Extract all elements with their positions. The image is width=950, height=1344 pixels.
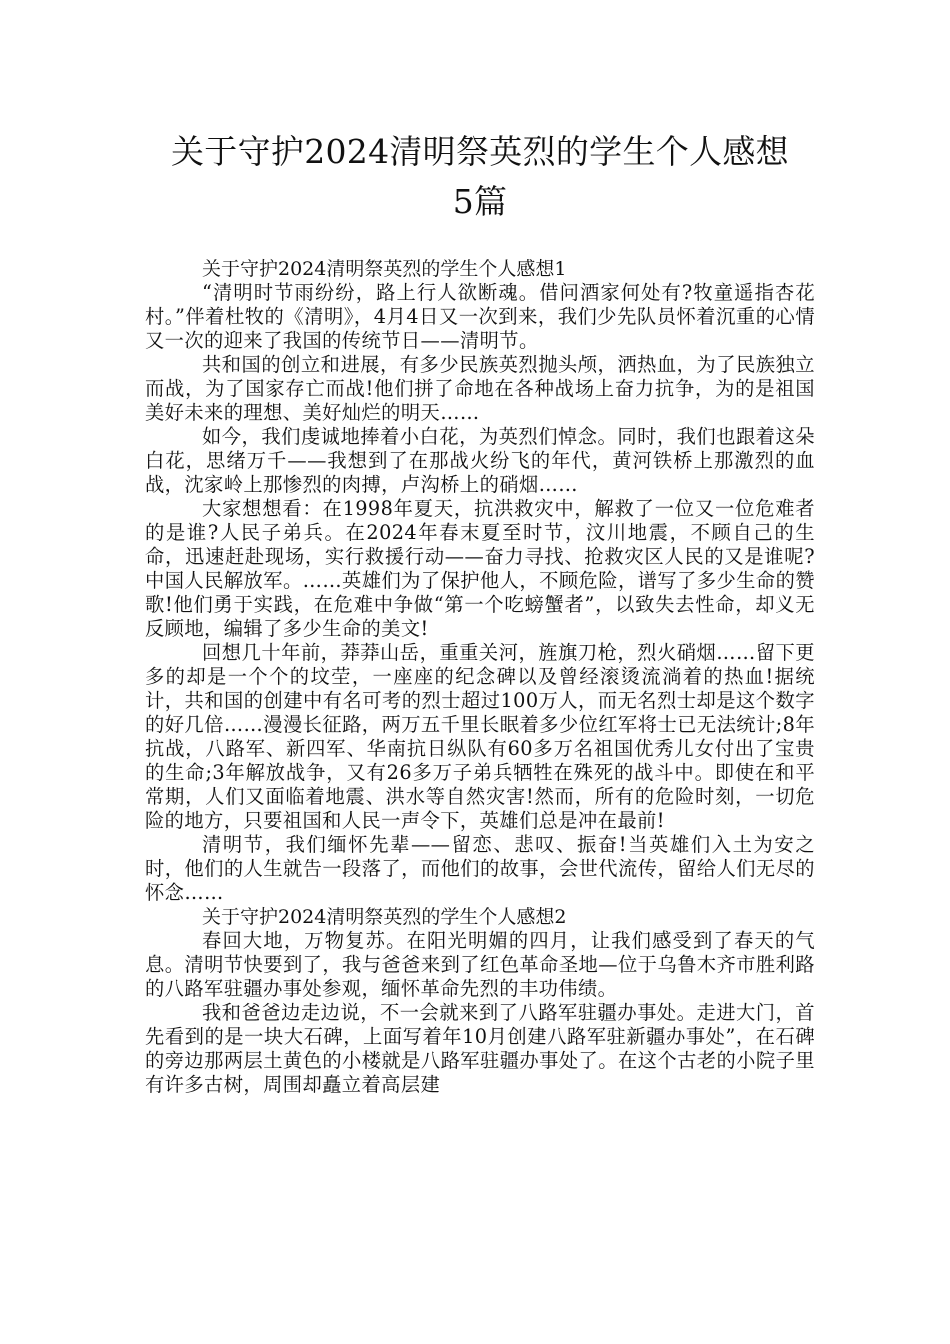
document-body <box>145 257 815 1097</box>
paragraph: 共和国的创立和进展，有多少民族英烈抛头颅，洒热血，为了民族独立而战，为了国家存亡而战!他们拼了命地在各种战场上奋力抗争，为的是祖国美好未来的理想、美好灿烂的明天…… <box>145 353 815 424</box>
title-line-1: 关于守护2024清明祭英烈的学生个人感想 <box>171 132 789 171</box>
document-page <box>145 128 815 1097</box>
paragraph: 春回大地，万物复苏。在阳光明媚的四月，让我们感受到了春天的气息。清明节快要到了，我与爸爸来到了红色革命圣地—位于乌鲁木齐市胜利路的八路军驻疆办事处参观，缅怀革命先烈的丰功伟绩。 <box>145 929 815 1000</box>
paragraph: 清明节，我们缅怀先辈——留恋、悲叹、振奋!当英雄们入土为安之时，他们的人生就告一段落了，而他们的故事，会世代流传，留给人们无尽的怀念…… <box>145 833 815 904</box>
title-line-2: 5篇 <box>452 182 508 221</box>
section-heading-1: 关于守护2024清明祭英烈的学生个人感想1 <box>202 258 567 280</box>
document-title <box>145 128 815 226</box>
paragraph: 我和爸爸边走边说，不一会就来到了八路军驻疆办事处。走进大门，首先看到的是一块大石碑，上面写着年10月创建八路军驻新疆办事处”，在石碑的旁边那两层土黄色的小楼就是八路军驻疆办事处了。在这个古老的小院子里有许多古树，周围却矗立着高层建 <box>145 1001 815 1096</box>
paragraph: 回想几十年前，莽莽山岳，重重关河，旌旗刀枪，烈火硝烟……留下更多的却是一个个的坟茔，一座座的纪念碑以及曾经滚烫流淌着的热血!据统计，共和国的创建中有名可考的烈士超过100万人，而无名烈士却是这个数字的好几倍……漫漫长征路，两万五千里长眠着多少位红军将士已无法统计;8年抗战，八路军、新四军、华南抗日纵队有60多万名祖国优秀儿女付出了宝贵的生命;3年解放战争，又有26多万子弟兵牺牲在殊死的战斗中。即使在和平常期，人们又面临着地震、洪水等自然灾害!然而，所有的危险时刻，一切危险的地方，只要祖国和人民一声令下，英雄们总是冲在最前! <box>145 641 815 832</box>
section-heading-2: 关于守护2024清明祭英烈的学生个人感想2 <box>202 906 567 928</box>
paragraph: 大家想想看：在1998年夏天，抗洪救灾中，解救了一位又一位危难者的是谁?人民子弟兵。在2024年春末夏至时节，汶川地震，不顾自己的生命，迅速赶赴现场，实行救援行动——奋力寻找、抢救灾区人民的又是谁呢?中国人民解放军。……英雄们为了保护他人，不顾危险，谱写了多少生命的赞歌!他们勇于实践，在危难中争做“第一个吃螃蟹者”，以致失去性命，却义无反顾地，编辑了多少生命的美文! <box>145 497 815 640</box>
paragraph: “清明时节雨纷纷，路上行人欲断魂。借问酒家何处有?牧童遥指杏花村。”伴着杜牧的《清明》，4月4日又一次到来，我们少先队员怀着沉重的心情又一次的迎来了我国的传统节日——清明节。 <box>145 281 815 352</box>
paragraph: 如今，我们虔诚地捧着小白花，为英烈们悼念。同时，我们也跟着这朵白花，思绪万千——我想到了在那战火纷飞的年代，黄河铁桥上那激烈的血战，沈家岭上那惨烈的肉搏，卢沟桥上的硝烟…… <box>145 425 815 496</box>
